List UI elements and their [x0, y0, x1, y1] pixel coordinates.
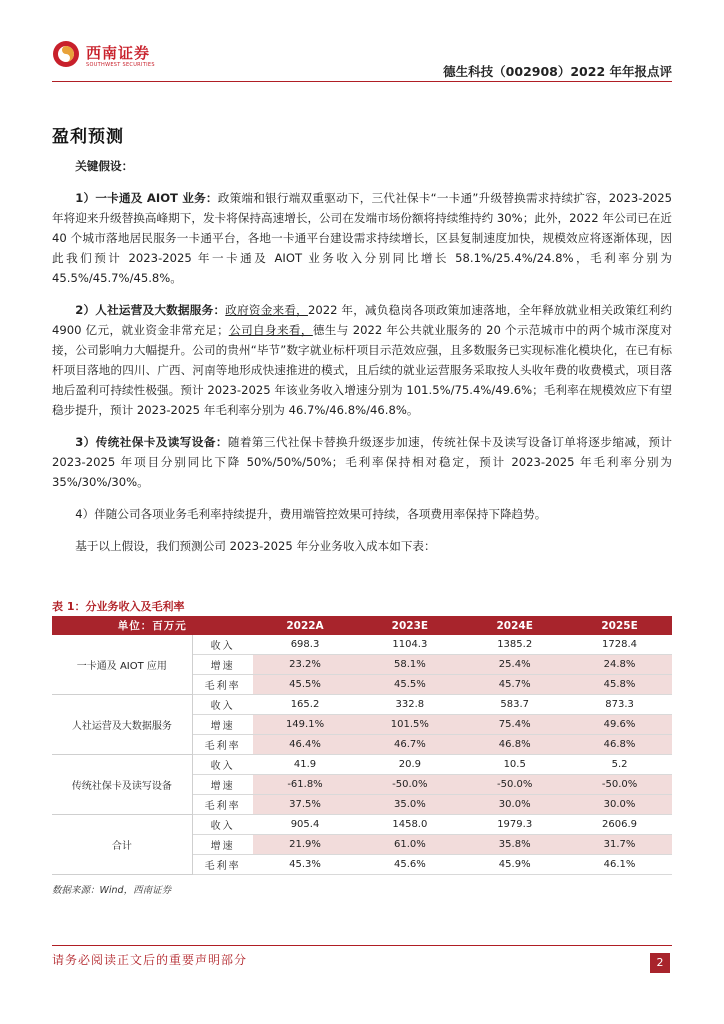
value-cell: 332.8	[395, 699, 425, 710]
logo-chinese-name: 西南证券	[86, 44, 151, 62]
paragraph-aiot	[52, 188, 672, 288]
metric-label-cell: 毛利率	[204, 681, 241, 692]
value-cell: 1979.3	[497, 819, 533, 830]
metric-label-cell: 增速	[210, 841, 235, 852]
value-cell: 25.4%	[462, 655, 567, 675]
paragraph-legacy-body: 随着第三代社保卡替换升级逐步加速，传统社保卡及读写设备订单将逐步缩减，预计 2023-2025 年项目分别同比下降 50%/50%/50%；毛利率保持相对稳定，预计 2023-2025 年毛利率分别为 35%/30%/30%。	[52, 435, 672, 489]
value-cell: 24.8%	[567, 655, 672, 675]
value-cell: 45.3%	[289, 859, 321, 870]
year-header: 2022A	[253, 616, 358, 635]
paragraph-hr-mid: 2022 年，减负稳岗各项政策加速落地，全年释放就业相关政策红利约 4900 亿元，就业资金非常充足；	[52, 303, 672, 337]
segment-name-cell: 人社运营及大数据服务	[52, 695, 192, 755]
paragraph-legacy-lead: 3）传统社保卡及读写设备：	[75, 435, 228, 449]
table-row	[52, 635, 672, 655]
footer-disclaimer: 请务必阅读正文后的重要声明部分	[52, 953, 248, 967]
value-cell: 873.3	[605, 699, 634, 710]
table-row	[52, 695, 672, 715]
value-cell: -61.8%	[253, 775, 358, 795]
segment-name-cell: 合计	[52, 815, 192, 875]
value-cell: 41.9	[293, 759, 317, 770]
assumptions-body	[52, 156, 672, 556]
value-cell: 698.3	[290, 639, 320, 650]
value-cell: 37.5%	[253, 795, 358, 815]
value-cell: 1728.4	[602, 639, 638, 650]
value-cell: 75.4%	[462, 715, 567, 735]
value-cell: 45.8%	[567, 675, 672, 695]
metric-label-cell: 增速	[210, 661, 235, 672]
value-cell: 1104.3	[392, 639, 428, 650]
metric-label-cell: 收入	[210, 701, 235, 712]
metric-label-cell: 毛利率	[204, 861, 241, 872]
year-header: 2025E	[567, 616, 672, 635]
value-cell: 583.7	[500, 699, 530, 710]
value-cell: 49.6%	[567, 715, 672, 735]
value-cell: 149.1%	[253, 715, 358, 735]
value-cell: 10.5	[503, 759, 526, 770]
paragraph-expenses: 4）伴随公司各项业务毛利率持续提升，费用端管控效果可持续，各项费用率保持下降趋势。	[75, 507, 547, 521]
value-cell: 31.7%	[567, 835, 672, 855]
paragraph-table-intro: 基于以上假设，我们预测公司 2023-2025 年分业务收入成本如下表：	[75, 539, 436, 553]
section-title: 盈利预测	[52, 127, 124, 147]
footer-divider	[52, 945, 672, 946]
value-cell: 21.9%	[253, 835, 358, 855]
paragraph-hr-underline-1: 政府资金来看，	[225, 303, 308, 317]
value-cell: 35.0%	[357, 795, 462, 815]
value-cell: 1385.2	[497, 639, 533, 650]
table-caption: 表 1：分业务收入及毛利率	[52, 600, 185, 613]
metric-label-cell: 增速	[210, 721, 235, 732]
value-cell: 46.8%	[462, 735, 567, 755]
value-cell: 46.7%	[357, 735, 462, 755]
header-divider	[52, 81, 672, 82]
paragraph-hr-rest: 德生与 2022 年公共就业服务的 20 个示范城市中的两个城市深度对接，公司影响力大幅提升。公司的贵州“毕节”数字就业标杆项目示范效应强，且多数服务已实现标准化模块化，在已有标杆项目落地的四川、广西、河南等地形成快速推进的模式，且后续的就业运营服务采取按人头收年费的收费模式，项目落地后盈利可持续性极强。预计 2023-2025 年该业务收入增速分别为 101.5%/75.4%/49.6%；毛利率在规模效应下有望稳步提升，预计 2023-2025 年毛利率分别为 46.7%/46.8%/46.8%。	[52, 323, 672, 417]
unit-header: 单位：百万元	[52, 616, 253, 635]
value-cell: 30.0%	[462, 795, 567, 815]
value-cell: 45.9%	[498, 859, 531, 870]
value-cell: 101.5%	[357, 715, 462, 735]
value-cell: 20.9	[398, 759, 421, 770]
value-cell: 61.0%	[357, 835, 462, 855]
value-cell: 46.8%	[567, 735, 672, 755]
paragraph-legacy-cards	[52, 432, 672, 492]
paragraph-hr-services	[52, 300, 672, 420]
table-header-row	[52, 616, 672, 635]
segment-revenue-table	[52, 616, 672, 875]
paragraph-aiot-lead: 1）一卡通及 AIOT 业务：	[75, 191, 218, 205]
year-header: 2023E	[357, 616, 462, 635]
logo-emblem-icon	[52, 40, 80, 68]
paragraph-aiot-body: 政策端和银行端双重驱动下，三代社保卡“一卡通”升级替换需求持续扩容，2023-2025 年将迎来升级替换高峰期下，发卡将保持高速增长，公司在发端市场份额将持续维持约 30%；此外，2022 年公司已在近 40 个城市落地居民服务一卡通平台，各地一卡通平台建设需求持续增长，区县复制速度加快，规模效应将逐渐体现，因此我们预计 2023-2025 年一卡通及 AIOT 业务收入分别同比增长 58.1%/25.4%/24.8%，毛利率分别为 45.5%/45.7%/45.8%。	[52, 191, 672, 285]
data-source-note: 数据来源：Wind，西南证券	[52, 885, 172, 896]
table-row	[52, 755, 672, 775]
value-cell: -50.0%	[357, 775, 462, 795]
metric-label-cell: 收入	[210, 761, 235, 772]
segment-name-cell: 传统社保卡及读写设备	[52, 755, 192, 815]
value-cell: 1458.0	[392, 819, 428, 830]
value-cell: 45.5%	[253, 675, 358, 695]
paragraph-hr-lead: 2）人社运营及大数据服务：	[75, 303, 226, 317]
table-row	[52, 815, 672, 835]
metric-label-cell: 毛利率	[204, 801, 241, 812]
report-title: 德生科技（002908）2022 年年报点评	[443, 64, 672, 79]
value-cell: 45.5%	[357, 675, 462, 695]
company-logo	[52, 40, 162, 74]
value-cell: 905.4	[290, 819, 320, 830]
key-assumptions-label: 关键假设：	[75, 159, 134, 173]
year-header: 2024E	[462, 616, 567, 635]
segment-name-cell: 一卡通及 AIOT 应用	[52, 635, 192, 695]
value-cell: 58.1%	[357, 655, 462, 675]
paragraph-hr-underline-2: 公司自身来看，	[228, 323, 313, 337]
value-cell: -50.0%	[462, 775, 567, 795]
value-cell: 23.2%	[253, 655, 358, 675]
value-cell: 165.2	[290, 699, 320, 710]
value-cell: 5.2	[611, 759, 628, 770]
value-cell: 2606.9	[602, 819, 638, 830]
value-cell: 30.0%	[567, 795, 672, 815]
value-cell: 45.6%	[393, 859, 426, 870]
metric-label-cell: 毛利率	[204, 741, 241, 752]
metric-label-cell: 收入	[210, 641, 235, 652]
page-number: 2	[650, 953, 670, 973]
value-cell: 46.1%	[603, 859, 636, 870]
value-cell: 35.8%	[462, 835, 567, 855]
metric-label-cell: 收入	[210, 821, 235, 832]
value-cell: 46.4%	[253, 735, 358, 755]
value-cell: -50.0%	[567, 775, 672, 795]
logo-english-name: SOUTHWEST SECURITIES	[86, 62, 155, 68]
value-cell: 45.7%	[462, 675, 567, 695]
metric-label-cell: 增速	[210, 781, 235, 792]
